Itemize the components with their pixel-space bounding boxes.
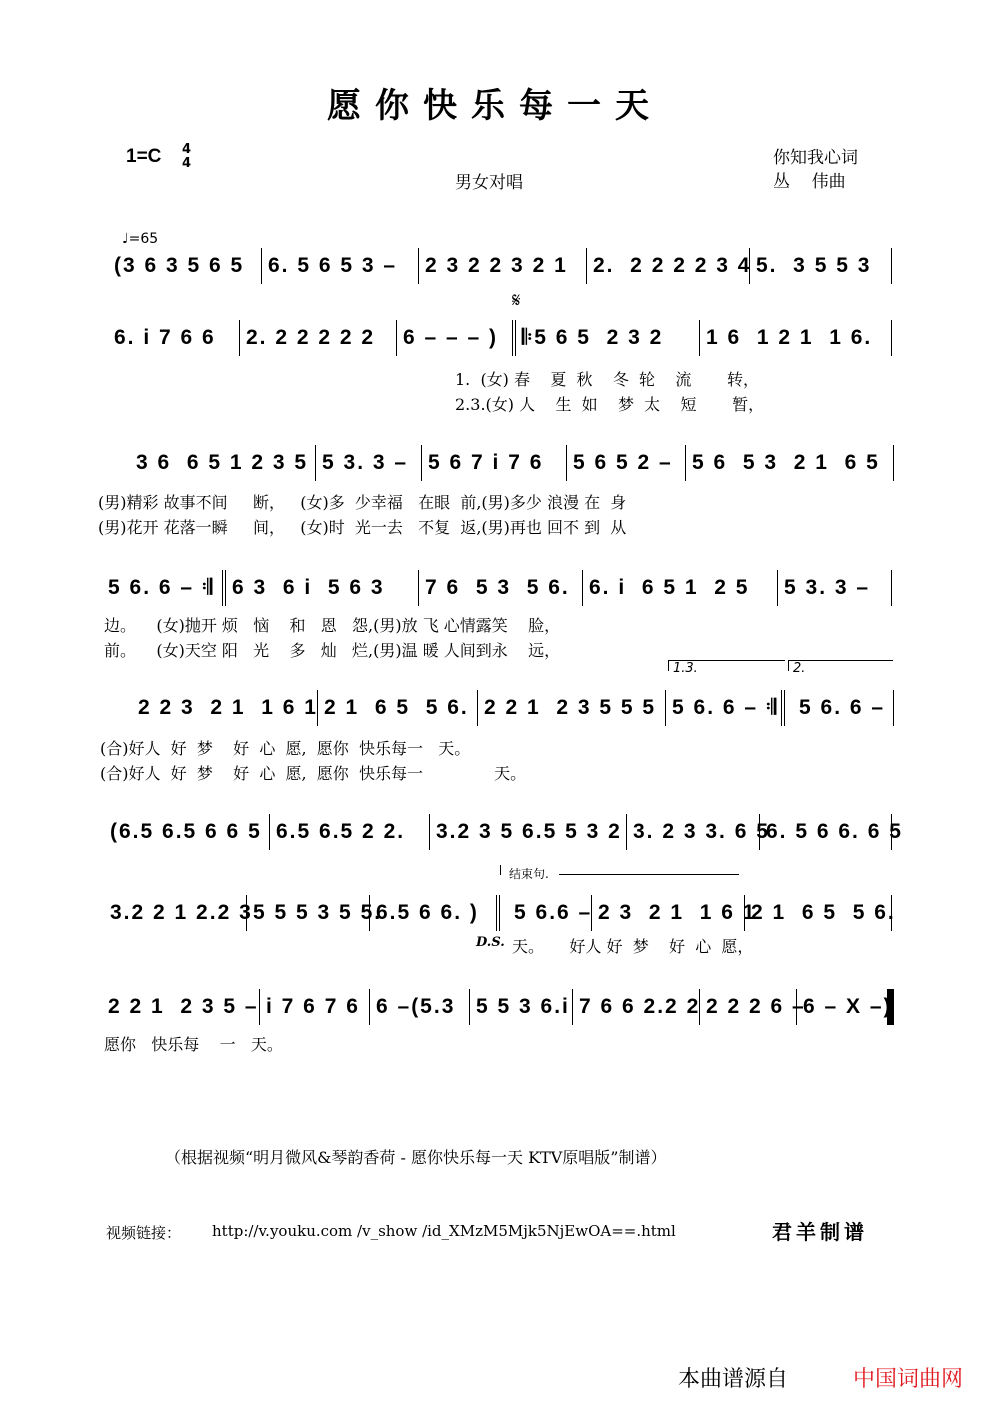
subtitle: 男女对唱 — [455, 173, 523, 193]
source-label: 本曲谱源自 — [678, 1367, 789, 1392]
composer: 丛 伟曲 — [773, 172, 846, 192]
video-link[interactable]: http://v.youku.com /v_show /id_XMzM5Mjk5NjEwOA==.html — [212, 1222, 676, 1240]
measure: 1 6 1 2 1 1 6. — [700, 320, 892, 356]
measure: 2. 2 2 2 2 2 — [240, 320, 397, 356]
measure: 3.2 3 5 6.5 5 3 2 — [430, 814, 627, 850]
measure: 5 6.6 – — [500, 895, 592, 931]
lyrics-line: 边。 (女)抛开 烦 恼 和 恩 怨,(男)放 飞 心情露笑 脸， — [104, 616, 561, 635]
measure: 6.5 6.5 2 2. — [270, 814, 430, 850]
lyrics-line: 2.3.(女) 人 生 如 梦 太 短 暂， — [455, 395, 765, 414]
staff-row-7 — [108, 895, 894, 931]
measure: 6. i 7 6 6 — [108, 320, 240, 356]
measure: 7 6 5 3 5 6. — [419, 570, 583, 606]
song-title: 愿你快乐每一天 — [327, 86, 663, 126]
lyrics-line: (男)花开 花落一瞬 间， (女)时 光一去 不复 返,(男)再也 回不 到 从 — [98, 518, 627, 537]
staff-row-3 — [108, 445, 894, 481]
measure: 5 3. 3 – — [316, 445, 422, 481]
measure: 6.5 6 6. ) — [370, 895, 500, 931]
staff-row-1 — [108, 248, 894, 284]
volta-2-bracket: 2. — [788, 660, 893, 671]
time-top: 4 — [182, 142, 192, 157]
measure: 2 3 2 1 1 6 1 — [592, 895, 745, 931]
measure: 𝄆5 6 5 2 3 2 — [516, 320, 700, 356]
measure: 6 – – – ) — [397, 320, 516, 356]
measure: 2 2 1 2 3 5 5 5 — [478, 690, 666, 726]
measure: 2 1 6 5 5 6. — [745, 895, 892, 931]
measure: 7 6 6 2.2 2 — [573, 989, 700, 1025]
staff-row-4 — [108, 570, 894, 606]
tempo-marking: ♩=65 — [122, 231, 159, 247]
ending-label: 结束句. — [509, 867, 549, 881]
segno-sign: 𝄋 — [512, 288, 521, 312]
transcription-note: （根据视频“明月微风&琴韵香荷 - 愿你快乐每一天 KTV原唱版”制谱） — [165, 1148, 667, 1167]
measure: 2 2 3 2 1 1 6 1 — [108, 690, 318, 726]
key-signature: 1=C — [126, 146, 162, 167]
lyrics-line: (男)精彩 故事不间 断， (女)多 少幸福 在眼 前,(男)多少 浪漫 在 身 — [98, 493, 627, 512]
staff-row-8 — [108, 989, 894, 1025]
measure: 2 2 2 6 – — [700, 989, 797, 1025]
measure: 5 3. 3 – — [778, 570, 892, 606]
measure: 2. 2 2 2 2 3 4 — [587, 248, 750, 284]
staff-row-6 — [108, 814, 903, 850]
measure: 6 –(5.3 — [370, 989, 470, 1025]
lyrics-line: 前。 (女)天空 阳 光 多 灿 烂,(男)温 暖 人间到永 远， — [104, 641, 561, 660]
staff-row-2 — [108, 320, 894, 356]
measure: 5 6. 6 – 𝄇 — [666, 690, 785, 726]
volta-1-bracket: 1.3. — [668, 660, 785, 671]
measure: 5 5 5 3 5 5. — [247, 895, 370, 931]
ds-marking: D.S. — [476, 935, 505, 950]
measure: 2 2 1 2 3 5 – — [108, 989, 260, 1025]
measure: 5 6 5 3 2 1 6 5 — [686, 445, 894, 481]
measure: 6. i 6 5 1 2 5 — [583, 570, 778, 606]
video-link-label: 视频链接： — [106, 1224, 182, 1242]
time-bottom: 4 — [182, 156, 192, 171]
lyrics-line: 愿你 快乐每 一 天。 — [104, 1035, 283, 1054]
measure: 5 6. 6 – 𝄇 — [108, 570, 226, 606]
measure: (6.5 6.5 6 6 5 — [108, 814, 270, 850]
measure: 5. 3 5 5 3 — [750, 248, 892, 284]
ending-bracket — [500, 865, 749, 881]
measure: 3. 2 3 3. 6 5 — [627, 814, 760, 850]
ending-line — [559, 874, 739, 875]
time-signature — [182, 143, 191, 171]
lyrics-line: (合)好人 好 梦 好 心 愿, 愿你 快乐每一 天。 — [100, 739, 471, 758]
measure: 6. 5 6 6. 6 5 — [760, 814, 892, 850]
measure: i 7 6 7 6 — [260, 989, 370, 1025]
lyrics-line: 1. (女) 春 夏 秋 冬 轮 流 转， — [455, 370, 759, 389]
measure-final: 6 – X –) — [797, 989, 894, 1025]
measure: (3 6 3 5 6 5 — [108, 248, 262, 284]
measure: 3.2 2 1 2.2 3 — [108, 895, 247, 931]
arranger-signature: 君羊制谱 — [772, 1220, 868, 1244]
measure: 6 3 6 i 5 6 3 — [226, 570, 419, 606]
lyricist: 你知我心词 — [773, 148, 858, 168]
source-site-logo[interactable]: 中国词曲网 — [853, 1367, 964, 1392]
measure: 5 6. 6 – — [785, 690, 894, 726]
measure: 5 5 3 6.i — [470, 989, 573, 1025]
lyrics-line: 天。 好人 好 梦 好 心 愿， — [512, 937, 754, 956]
measure: 2 1 6 5 5 6. — [318, 690, 478, 726]
measure: 3 6 6 5 1 2 3 5 — [108, 445, 316, 481]
measure: 6. 5 6 5 3 – — [262, 248, 419, 284]
measure: 2 3 2 2 3 2 1 — [419, 248, 587, 284]
measure: 5 6 7 i 7 6 — [422, 445, 567, 481]
measure: 5 6 5 2 – — [567, 445, 686, 481]
lyrics-line: (合)好人 好 梦 好 心 愿, 愿你 快乐每一 天。 — [100, 764, 527, 783]
staff-row-5 — [108, 690, 894, 726]
